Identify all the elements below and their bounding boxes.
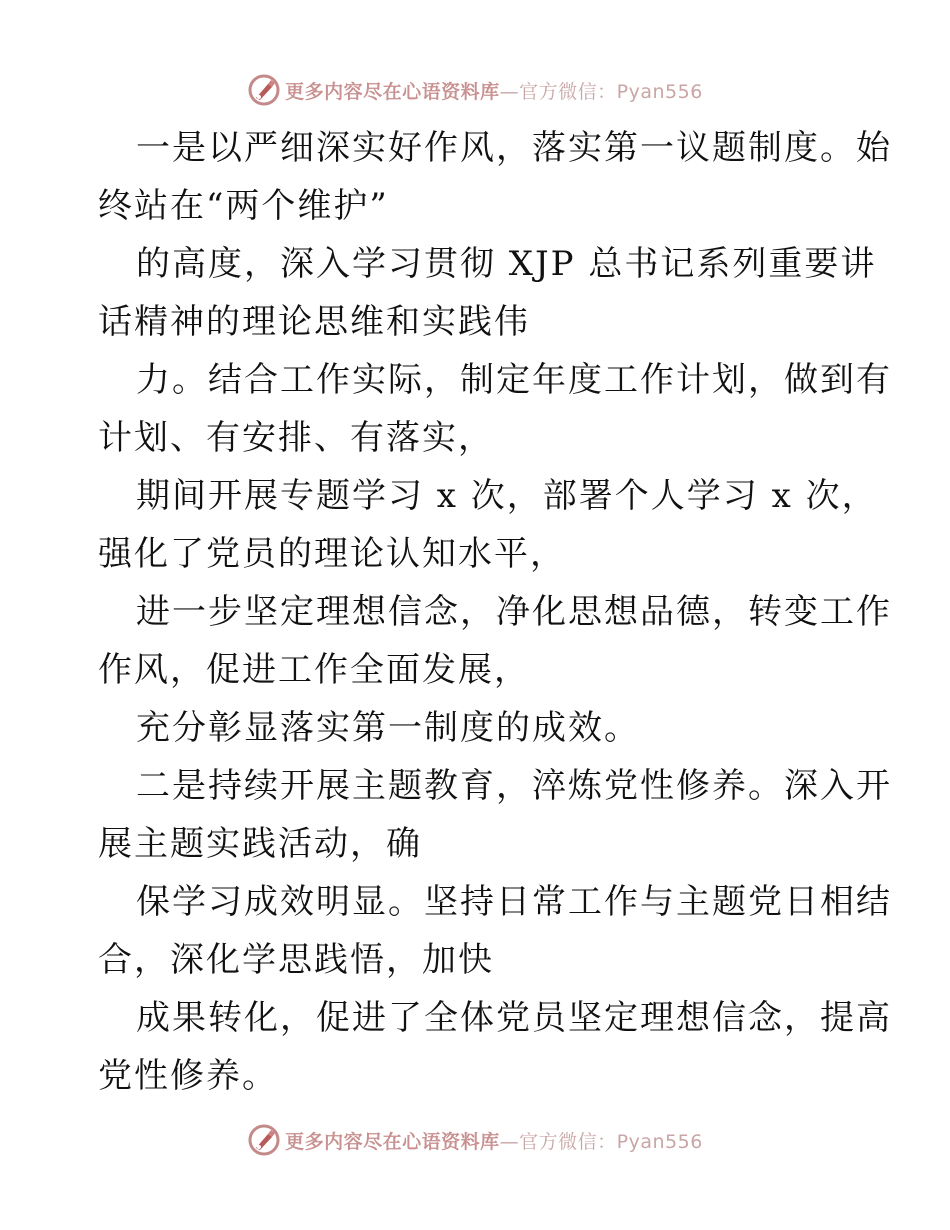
text-line: 党性修养。 <box>98 1056 278 1096</box>
text-line: 强化了党员的理论认知水平， <box>98 534 566 574</box>
text-line: 力。结合工作实际，制定年度工作计划，做到有 <box>136 360 892 400</box>
watermark-tail: —官方微信：Pyan556 <box>499 80 703 103</box>
text-line: 计划、有安排、有落实， <box>98 418 494 458</box>
watermark-tail: —官方微信：Pyan556 <box>499 1130 703 1153</box>
text-line: 合，深化学思践悟，加快 <box>98 940 494 980</box>
text-line: 保学习成效明显。坚持日常工作与主题党日相结 <box>136 882 892 922</box>
text-line: 话精神的理论思维和实践伟 <box>98 302 530 342</box>
watermark-lead: 更多内容尽在心语资料库 <box>285 80 500 103</box>
text-line: 展主题实践活动，确 <box>98 824 422 864</box>
text-line: 成果转化，促进了全体党员坚定理想信念，提高 <box>136 998 892 1038</box>
text-line: 期间开展专题学习 x 次，部署个人学习 x 次， <box>136 476 878 516</box>
watermark-lead: 更多内容尽在心语资料库 <box>285 1130 500 1153</box>
text-line: 的高度，深入学习贯彻 XJP 总书记系列重要讲 <box>136 244 877 284</box>
text-line: 作风，促进工作全面发展， <box>98 650 530 690</box>
text-line: 一是以严细深实好作风，落实第一议题制度。始 <box>136 128 892 168</box>
text-line: 二是持续开展主题教育，淬炼党性修养。深入开 <box>136 766 892 806</box>
pen-nib-icon <box>247 1123 281 1157</box>
watermark-text <box>285 1127 703 1154</box>
footer-watermark <box>0 1120 950 1160</box>
text-line: 充分彰显落实第一制度的成效。 <box>136 708 640 748</box>
text-line: 终站在“两个维护” <box>98 186 389 226</box>
text-line: 进一步坚定理想信念，净化思想品德，转变工作 <box>136 592 892 632</box>
